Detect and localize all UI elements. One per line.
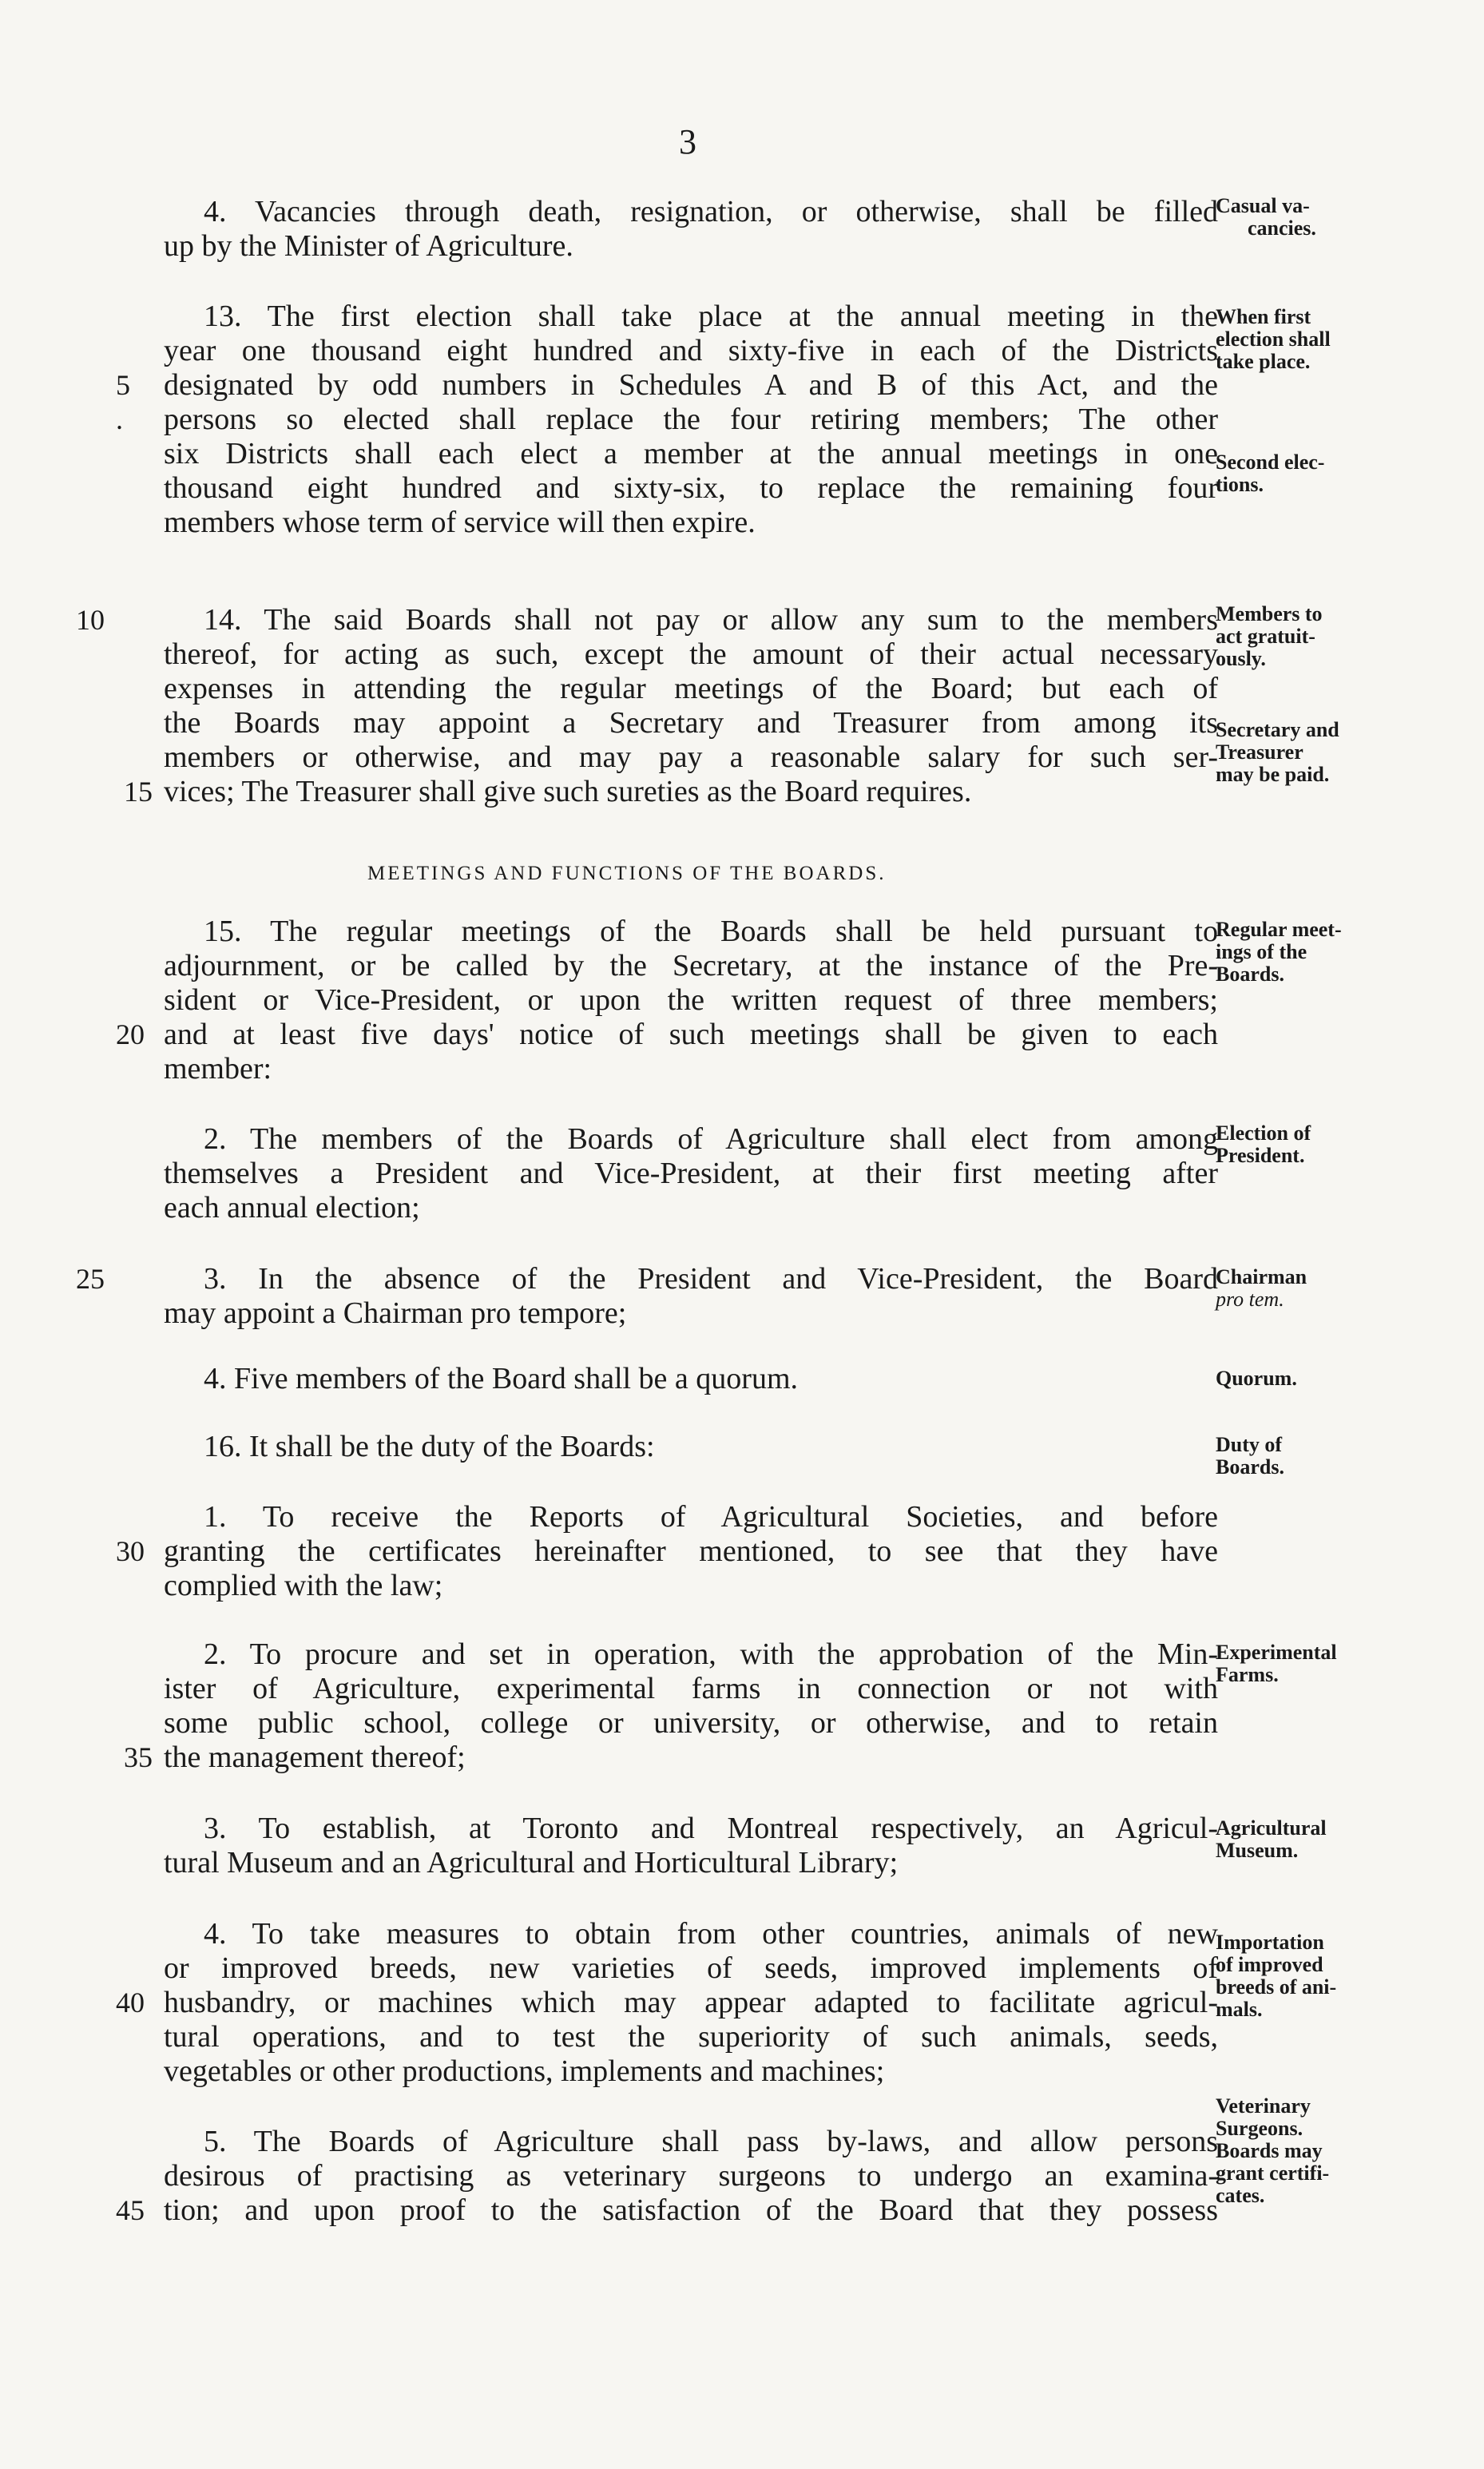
text-line: tural operations, and to test the superiority of such animals, seeds,	[164, 2020, 1218, 2054]
paragraph-quorum	[164, 1362, 1218, 1396]
text-line: 13. The first election shall take place at the annual meeting in the	[204, 300, 1218, 333]
text-line: desirous of practising as veterinary surgeons to undergo an examina-	[164, 2159, 1218, 2193]
margin-note-line: act gratuit-	[1216, 625, 1315, 648]
text-line: 5 designated by odd numbers in Schedules A and B of this Act, and the	[116, 368, 1218, 402]
paragraph-section-14	[76, 603, 1218, 809]
text-line: thereof, for acting as such, except the amount of their actual necessary	[164, 637, 1218, 671]
margin-note-line: Importation	[1216, 1931, 1324, 1954]
text-line: 2. To procure and set in operation, with the approbation of the Min-	[204, 1637, 1218, 1671]
margin-note-line: When first	[1216, 305, 1311, 328]
margin-note-veterinary-surgeons	[1216, 2095, 1399, 2207]
text-line: 15 vices; The Treasurer shall give such sureties as the Board requires.	[164, 775, 1218, 809]
text-line: 35 the management thereof;	[164, 1741, 1218, 1775]
margin-note-line: Boards.	[1216, 1455, 1284, 1479]
margin-note-secretary-treasurer	[1216, 719, 1399, 786]
margin-note-line: Treasurer	[1216, 740, 1303, 764]
text-line: year one thousand eight hundred and sixty-five in each of the Districts	[164, 334, 1218, 367]
line-number: 10	[76, 604, 105, 636]
text-line: 25 3. In the absence of the President and Vice-President, the Board	[76, 1262, 1218, 1296]
margin-note-line: breeds of ani-	[1216, 1975, 1337, 1999]
text-line: 4. Five members of the Board shall be a quorum.	[204, 1362, 799, 1395]
text-line: vegetables or other productions, implements and machines;	[164, 2054, 885, 2088]
margin-note-line: Boards.	[1216, 963, 1284, 986]
text-line: each annual election;	[164, 1191, 420, 1225]
text-line: 10 14. The said Boards shall not pay or allow any sum to the members	[76, 603, 1218, 637]
text-line: 4. To take measures to obtain from other countries, animals of new	[204, 1917, 1218, 1951]
text-line: six Districts shall each elect a member at the annual meetings in one	[164, 437, 1218, 470]
margin-note-line: cates.	[1216, 2184, 1265, 2207]
line-number: 15	[124, 776, 153, 808]
margin-note-line: ings of the	[1216, 940, 1307, 963]
margin-note-agricultural-museum	[1216, 1817, 1399, 1862]
text-line: 15. The regular meetings of the Boards shall be held pursuant to	[204, 915, 1218, 948]
margin-note-line: Boards may	[1216, 2139, 1323, 2162]
text-line: or improved breeds, new varieties of seeds, improved implements of	[164, 1951, 1218, 1985]
margin-note-second-elections	[1216, 451, 1399, 496]
margin-note-line: Museum.	[1216, 1839, 1299, 1862]
text-line: tural Museum and an Agricultural and Horticultural Library;	[164, 1846, 899, 1880]
paragraph-duty-1	[116, 1500, 1218, 1603]
margin-note-experimental-farms	[1216, 1641, 1399, 1686]
paragraph-section-13	[116, 300, 1218, 540]
margin-note-line: President.	[1216, 1144, 1305, 1167]
line-number: 5	[116, 369, 130, 401]
margin-note-election-president	[1216, 1122, 1399, 1167]
line-number: 40	[116, 1987, 145, 2018]
margin-note-line: take place.	[1216, 350, 1311, 373]
line-number: 45	[116, 2194, 145, 2226]
text-line: members whose term of service will then expire.	[164, 506, 756, 539]
text-line: may appoint a Chairman pro tempore;	[164, 1296, 627, 1330]
margin-note-line: Members to	[1216, 602, 1323, 625]
paragraph-election-president	[164, 1122, 1218, 1225]
paragraph-chairman	[76, 1262, 1218, 1331]
paragraph-vacancies	[164, 195, 1218, 264]
text-line: up by the Minister of Agriculture.	[164, 229, 573, 263]
text-line: . persons so elected shall replace the four retiring members; The other	[116, 403, 1218, 436]
paragraph-section-16	[164, 1430, 1218, 1464]
text-line: 45 tion; and upon proof to the satisfaction of the Board that they possess	[116, 2193, 1218, 2227]
margin-note-line: cancies.	[1248, 216, 1316, 240]
line-number: 20	[116, 1018, 145, 1050]
text-line: 4. Vacancies through death, resignation, or otherwise, shall be filled	[204, 195, 1218, 228]
text-line: ister of Agriculture, experimental farms in connection or not with	[164, 1672, 1218, 1705]
page-number: 3	[679, 122, 696, 161]
margin-note-line: tions.	[1216, 473, 1264, 496]
paragraph-duty-5	[116, 2125, 1218, 2228]
margin-note-line: Veterinary	[1216, 2094, 1311, 2118]
margin-note-line: Experimental	[1216, 1641, 1337, 1664]
margin-note-line: election shall	[1216, 327, 1331, 351]
text-line: thousand eight hundred and sixty-six, to replace the remaining four	[164, 471, 1218, 505]
line-number: 25	[76, 1263, 105, 1295]
margin-note-line: Casual va-	[1216, 194, 1310, 217]
text-line: 16. It shall be the duty of the Boards:	[204, 1430, 655, 1463]
section-heading: MEETINGS AND FUNCTIONS OF THE BOARDS.	[367, 863, 887, 884]
margin-note-line: mals.	[1216, 1998, 1263, 2021]
margin-note-line: Secretary and	[1216, 718, 1339, 741]
margin-note-quorum	[1216, 1367, 1399, 1390]
margin-note-importation	[1216, 1931, 1399, 2021]
paragraph-duty-4	[116, 1917, 1218, 2089]
text-line: the Boards may appoint a Secretary and Treasurer from among its	[164, 706, 1218, 740]
line-number: 35	[124, 1741, 153, 1773]
text-line: complied with the law;	[164, 1569, 443, 1602]
text-line: 5. The Boards of Agriculture shall pass by-laws, and allow persons	[204, 2125, 1218, 2158]
text-line: 20 and at least five days' notice of such meetings shall be given to each	[116, 1018, 1218, 1051]
margin-note-line: of improved	[1216, 1953, 1323, 1976]
text-line: 30 granting the certificates hereinafter mentioned, to see that they have	[116, 1534, 1218, 1568]
paragraph-duty-2	[124, 1637, 1218, 1775]
text-line: sident or Vice-President, or upon the written request of three members;	[164, 983, 1218, 1017]
margin-note-regular-meetings	[1216, 919, 1399, 986]
paragraph-section-15	[116, 915, 1218, 1086]
margin-note-line: Quorum.	[1216, 1367, 1297, 1390]
text-line: 3. To establish, at Toronto and Montreal respectively, an Agricul-	[204, 1812, 1218, 1845]
margin-note-line: Chairman	[1216, 1265, 1307, 1288]
margin-note-casual-vacancies	[1216, 195, 1399, 240]
margin-note-line: pro tem.	[1216, 1288, 1284, 1311]
margin-note-first-election	[1216, 306, 1399, 373]
text-line: member:	[164, 1052, 272, 1086]
text-line: 2. The members of the Boards of Agriculture shall elect from among	[204, 1122, 1218, 1156]
margin-note-line: may be paid.	[1216, 763, 1330, 786]
text-line: 1. To receive the Reports of Agricultural Societies, and before	[204, 1500, 1218, 1534]
margin-note-line: Election of	[1216, 1121, 1311, 1145]
margin-note-line: grant certifi-	[1216, 2161, 1330, 2185]
text-line: adjournment, or be called by the Secretary, at the instance of the Pre-	[164, 949, 1218, 982]
line-number: 30	[116, 1535, 145, 1567]
margin-note-duty-of-boards	[1216, 1434, 1399, 1479]
margin-note-line: Farms.	[1216, 1663, 1279, 1686]
margin-note-line: Regular meet-	[1216, 918, 1342, 941]
margin-note-chairman	[1216, 1266, 1399, 1311]
text-line: members or otherwise, and may pay a reasonable salary for such ser-	[164, 740, 1218, 774]
margin-note-line: Surgeons.	[1216, 2117, 1303, 2140]
paragraph-duty-3	[164, 1812, 1218, 1880]
text-line: expenses in attending the regular meetings of the Board; but each of	[164, 672, 1218, 705]
margin-note-line: Second elec-	[1216, 451, 1325, 474]
margin-note-members-gratuitously	[1216, 603, 1399, 670]
margin-note-line: Agricultural	[1216, 1816, 1327, 1840]
margin-note-line: ously.	[1216, 647, 1266, 670]
text-line: 40 husbandry, or machines which may appear adapted to facilitate agricul-	[116, 1986, 1218, 2019]
text-line: some public school, college or university, or otherwise, and to retain	[164, 1706, 1218, 1740]
text-line: themselves a President and Vice-President, at their first meeting after	[164, 1157, 1218, 1190]
line-number: .	[116, 403, 123, 435]
margin-note-line: Duty of	[1216, 1433, 1283, 1456]
